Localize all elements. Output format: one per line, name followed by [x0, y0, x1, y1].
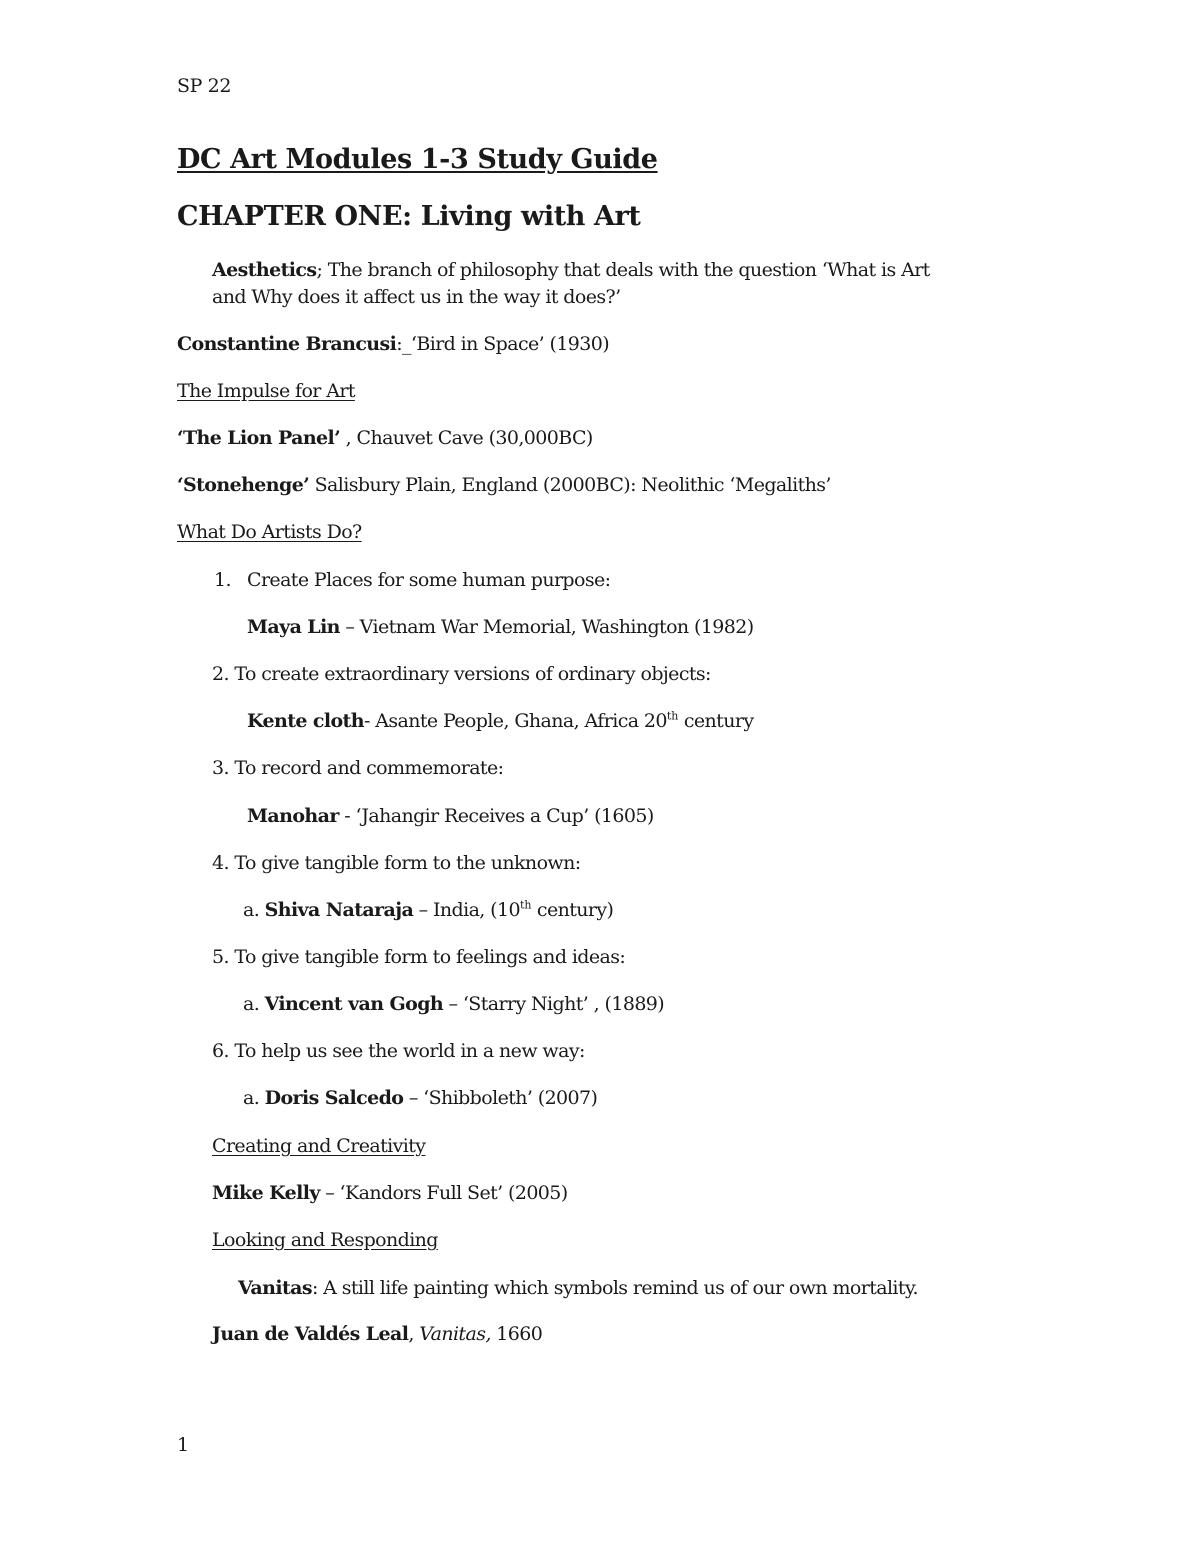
- artwork-details: – ‘Starry Night’ , (1889): [443, 993, 665, 1015]
- list-item-1-text: Create Places for some human purpose:: [247, 569, 611, 591]
- artwork-details: - ‘Jahangir Receives a Cup’ (1605): [338, 805, 654, 827]
- artwork-name: Shiva Nataraja: [264, 899, 414, 921]
- artwork-details: Salisbury Plain, England (2000BC): Neolithic ‘Megaliths’: [309, 474, 831, 496]
- document-title: DC Art Modules 1-3 Study Guide: [177, 144, 658, 175]
- artist-name: Doris Salcedo: [264, 1087, 404, 1109]
- shiva-entry: [243, 897, 613, 923]
- sub-item-letter: a.: [243, 993, 265, 1015]
- artist-name: Mike Kelly: [212, 1182, 320, 1204]
- artwork-details: – ‘Kandors Full Set’ (2005): [319, 1182, 568, 1204]
- kente-entry: [247, 708, 753, 734]
- vanitas-text: : A still life painting which symbols remind us of our own mortality.: [311, 1277, 918, 1299]
- valdes-leal-entry: [212, 1321, 542, 1347]
- artist-name: Vincent van Gogh: [264, 993, 444, 1015]
- ordinal-suffix: th: [519, 898, 532, 912]
- list-item-5: 5. To give tangible form to feelings and ideas:: [212, 946, 626, 968]
- artwork-details-tail: century: [678, 710, 754, 732]
- artist-name: Manohar: [247, 805, 339, 827]
- section-heading-impulse: The Impulse for Art: [177, 380, 355, 402]
- artist-name: Constantine Brancusi: [177, 333, 397, 355]
- artwork-year: 1660: [490, 1323, 543, 1345]
- section-heading-looking: Looking and Responding: [212, 1229, 438, 1251]
- lion-panel-entry: [177, 425, 593, 451]
- artwork-details-tail: century): [531, 899, 614, 921]
- chapter-heading: CHAPTER ONE: Living with Art: [177, 201, 641, 232]
- separator: :_: [396, 333, 411, 355]
- vanitas-definition: [238, 1275, 918, 1301]
- artwork-details: - Asante People, Ghana, Africa 20: [363, 710, 667, 732]
- sub-item-letter: a.: [243, 1087, 265, 1109]
- aesthetics-text: ; The branch of philosophy that deals with the question ‘What is Art: [316, 259, 930, 281]
- sub-item-letter: a.: [243, 899, 265, 921]
- manohar-entry: [247, 803, 654, 829]
- artwork-details: , Chauvet Cave (30,000BC): [340, 427, 593, 449]
- list-number: 1.: [214, 569, 231, 591]
- aesthetics-definition: [212, 257, 930, 283]
- artwork-details: – ‘Shibboleth’ (2007): [403, 1087, 598, 1109]
- list-item-2: 2. To create extraordinary versions of ordinary objects:: [212, 663, 711, 685]
- van-gogh-entry: [243, 991, 664, 1017]
- list-item-4: 4. To give tangible form to the unknown:: [212, 852, 581, 874]
- list-item-6: 6. To help us see the world in a new way:: [212, 1040, 585, 1062]
- list-item-3: 3. To record and commemorate:: [212, 757, 504, 779]
- artwork-details: – India, (10: [413, 899, 520, 921]
- artwork: ‘Bird in Space’ (1930): [410, 333, 610, 355]
- artwork-name: ‘The Lion Panel’: [177, 427, 341, 449]
- aesthetics-term: Aesthetics: [212, 259, 317, 281]
- stonehenge-entry: [177, 472, 831, 498]
- artwork-name: ‘Stonehenge’: [177, 474, 310, 496]
- section-heading-creativity: Creating and Creativity: [212, 1135, 426, 1157]
- section-heading-artists: What Do Artists Do?: [177, 521, 362, 543]
- kelly-entry: [212, 1180, 568, 1206]
- maya-lin-entry: [247, 614, 754, 640]
- page-header: SP 22: [177, 75, 232, 97]
- artwork-details: – Vietnam War Memorial, Washington (1982): [339, 616, 754, 638]
- brancusi-entry: [177, 331, 609, 357]
- aesthetics-definition-cont: and Why does it affect us in the way it does?’: [212, 286, 621, 308]
- separator: ,: [408, 1323, 420, 1345]
- artwork-name: Kente cloth: [247, 710, 364, 732]
- ordinal-suffix: th: [666, 709, 679, 723]
- vanitas-term: Vanitas: [238, 1277, 312, 1299]
- page-number: 1: [177, 1434, 189, 1456]
- artist-name: Maya Lin: [247, 616, 340, 638]
- artist-name: Juan de Valdés Leal: [212, 1323, 409, 1345]
- list-item-1: [214, 567, 231, 593]
- salcedo-entry: [243, 1085, 597, 1111]
- artwork-title: Vanitas,: [419, 1323, 491, 1345]
